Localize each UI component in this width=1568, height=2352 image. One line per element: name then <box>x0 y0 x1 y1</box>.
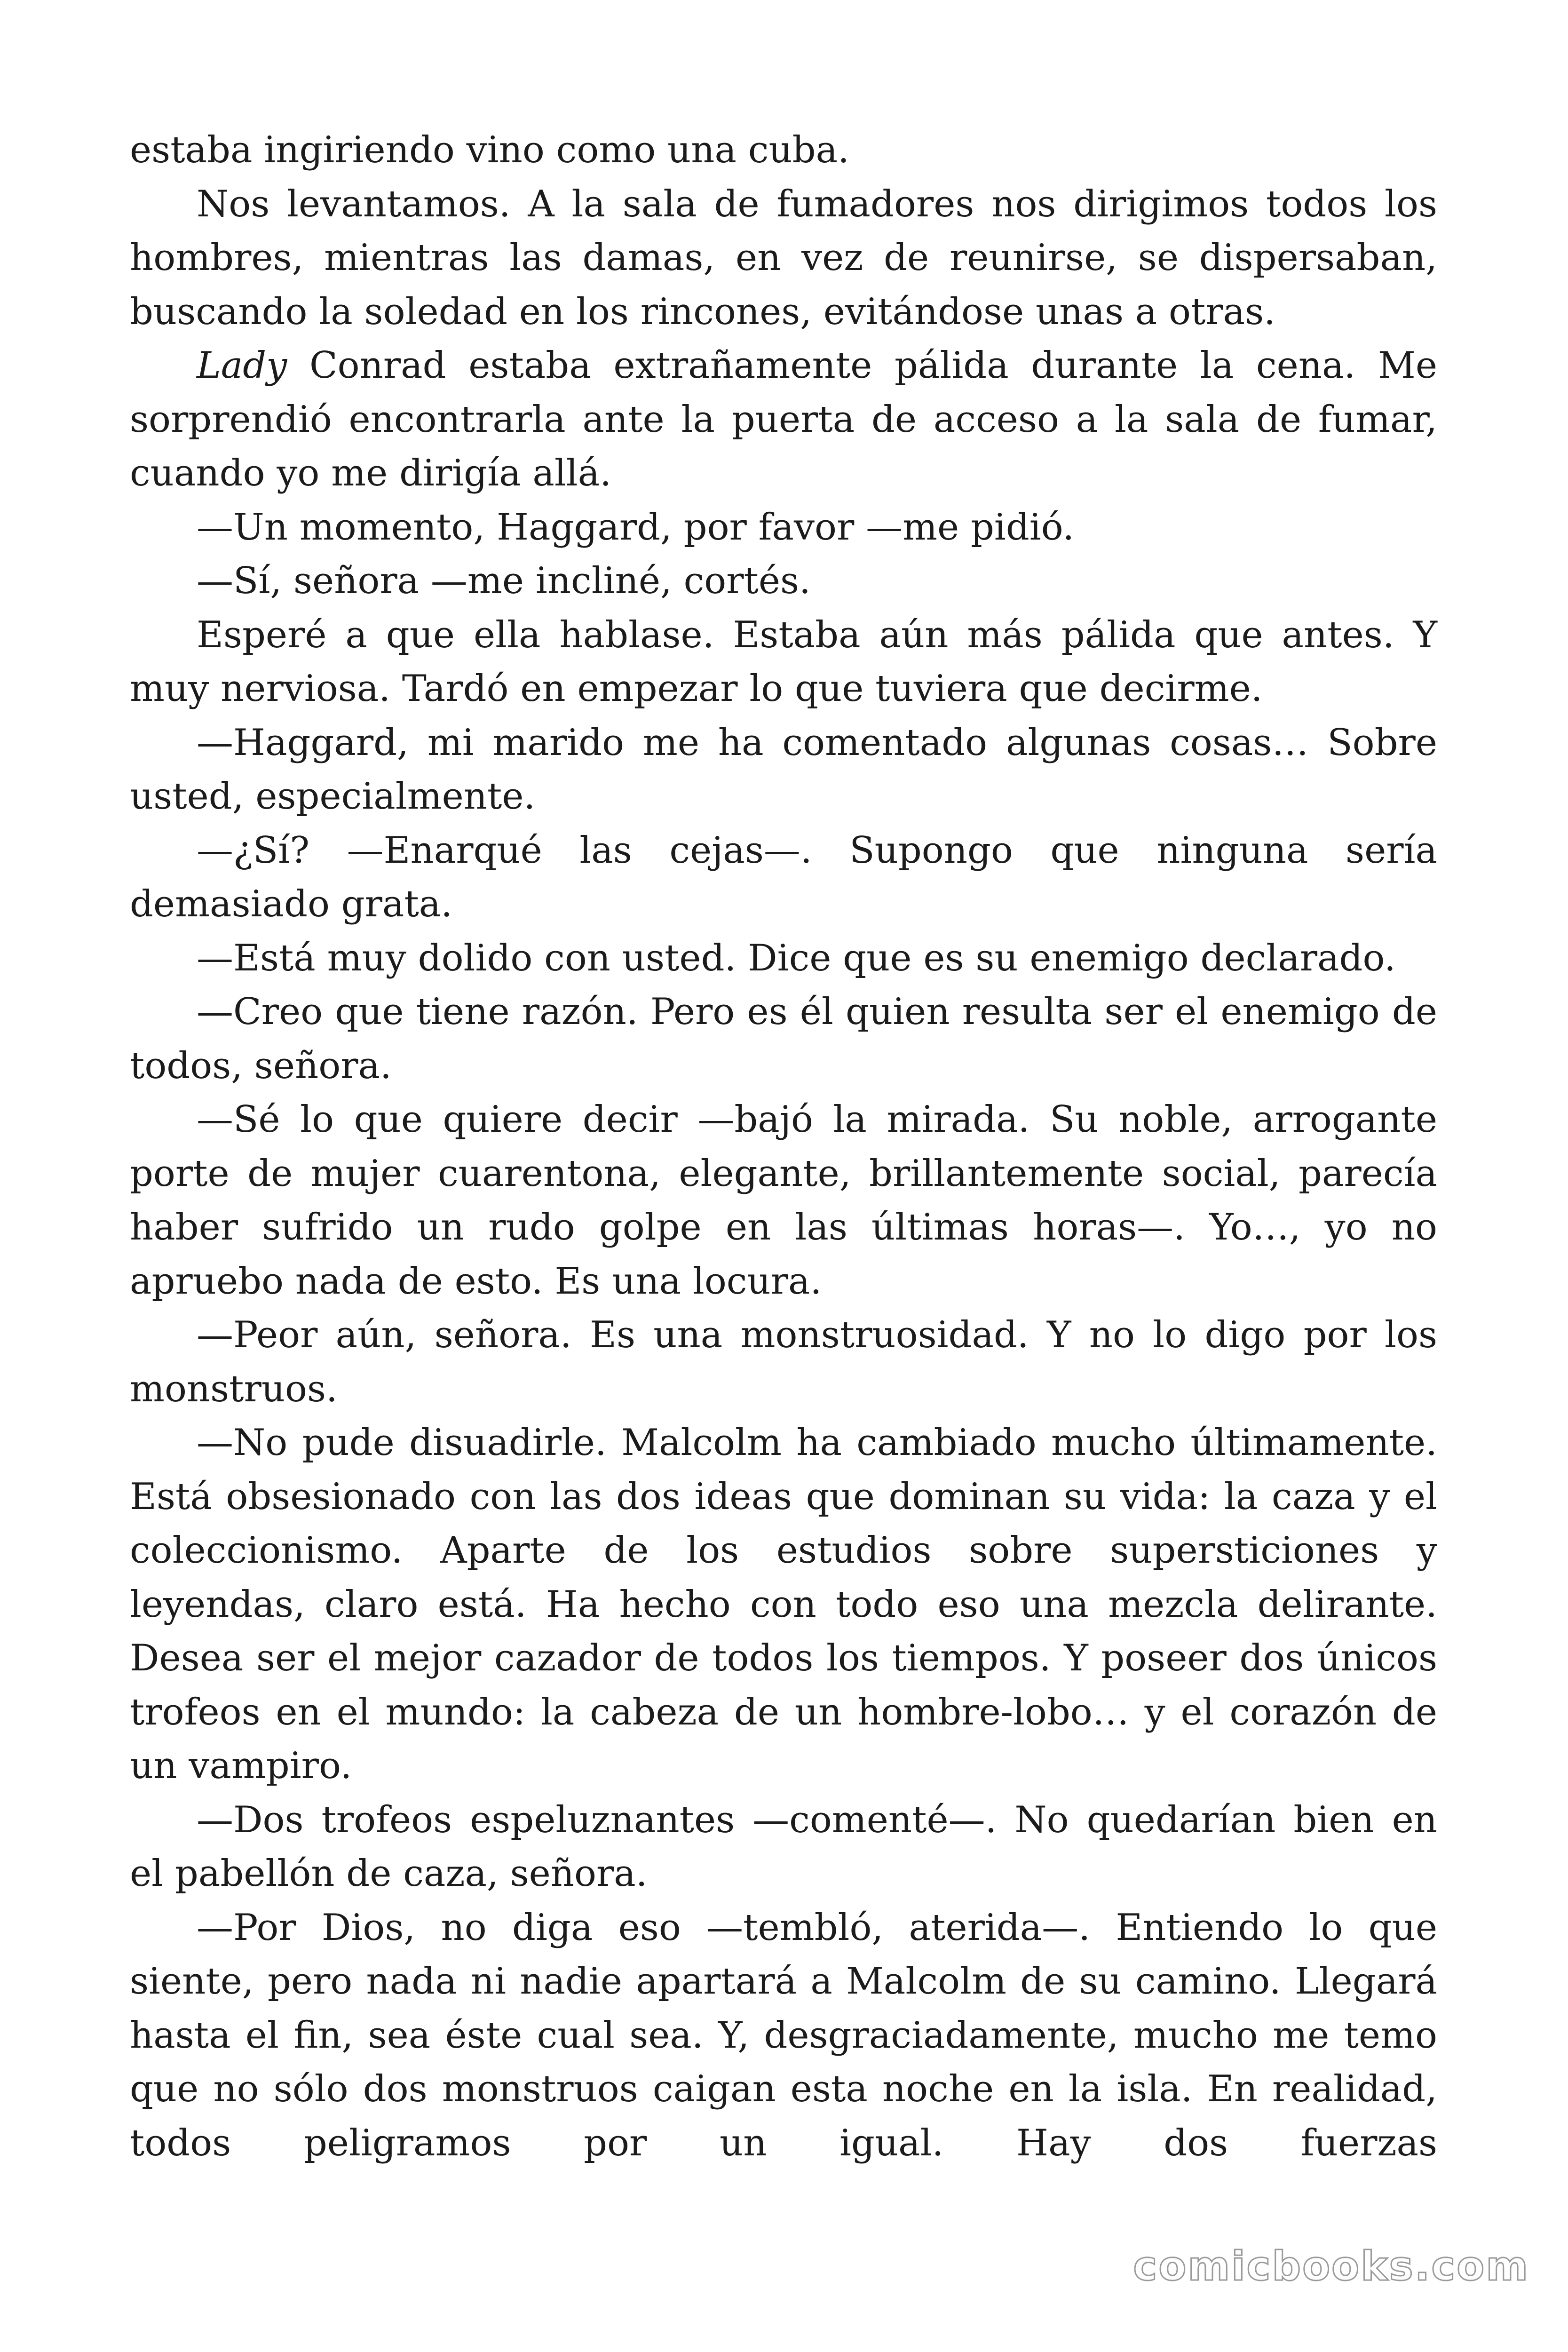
paragraph: —Sí, señora —me incliné, cortés. <box>197 560 811 602</box>
paragraph: —Sé lo que quiere decir —bajó la mirada. Su noble, arrogante porte de mujer cuarentona, elegante, brillantemente social, parecía haber sufrido un rudo golpe en las últimas horas—. Yo…, yo no apruebo nada de esto. Es una locura. <box>130 1098 1437 1303</box>
paragraph: estaba ingiriendo vino como una cuba. <box>130 129 849 171</box>
paragraph: —Haggard, mi marido me ha comentado algunas cosas… Sobre usted, especialmente. <box>130 721 1437 818</box>
paragraph: Nos levantamos. A la sala de fumadores nos dirigimos todos los hombres, mientras las damas, en vez de reunirse, se dispersaban, buscando la soledad en los rincones, evitándose unas a otras. <box>130 183 1437 333</box>
italic-word: Lady <box>197 344 287 387</box>
paragraph-text: Conrad estaba extrañamente pálida durante la cena. Me sorprendió encontrarla ante la puerta de acceso a la sala de fumar, cuando yo me dirigía allá. <box>130 344 1437 494</box>
paragraph: Esperé a que ella hablase. Estaba aún más pálida que antes. Y muy nerviosa. Tardó en empezar lo que tuviera que decirme. <box>130 613 1437 710</box>
paragraph: —Dos trofeos espeluznantes —comenté—. No quedarían bien en el pabellón de caza, señora. <box>130 1798 1437 1895</box>
paragraph: —Un momento, Haggard, por favor —me pidió. <box>197 506 1075 548</box>
paragraph: —Por Dios, no diga eso —tembló, aterida—. Entiendo lo que siente, pero nada ni nadie apartará a Malcolm de su camino. Llegará hasta el fin, sea éste cual sea. Y, desgraciadamente, mucho me temo que no sólo dos monstruos caigan esta noche en la isla. En realidad, todos peligramos por un igual. Hay dos fuerzas <box>130 1906 1437 2164</box>
paragraph: —Está muy dolido con usted. Dice que es su enemigo declarado. <box>197 937 1396 979</box>
paragraph: —Creo que tiene razón. Pero es él quien resulta ser el enemigo de todos, señora. <box>130 991 1437 1087</box>
paragraph: —¿Sí? —Enarqué las cejas—. Supongo que ninguna sería demasiado grata. <box>130 829 1437 925</box>
body-text <box>130 123 1437 2170</box>
paragraph <box>130 339 1437 501</box>
paragraph: —No pude disuadirle. Malcolm ha cambiado mucho últimamente. Está obsesionado con las dos ideas que dominan su vida: la caza y el coleccionismo. Aparte de los estudios sobre supersticiones y leyendas, claro está. Ha hecho con todo eso una mezcla delirante. Desea ser el mejor cazador de todos los tiempos. Y poseer dos únicos trofeos en el mundo: la cabeza de un hombre-lobo… y el corazón de un vampiro. <box>130 1422 1437 1787</box>
watermark: comicbooks.com <box>1133 2243 1529 2290</box>
paragraph: —Peor aún, señora. Es una monstruosidad. Y no lo digo por los monstruos. <box>130 1314 1437 1410</box>
